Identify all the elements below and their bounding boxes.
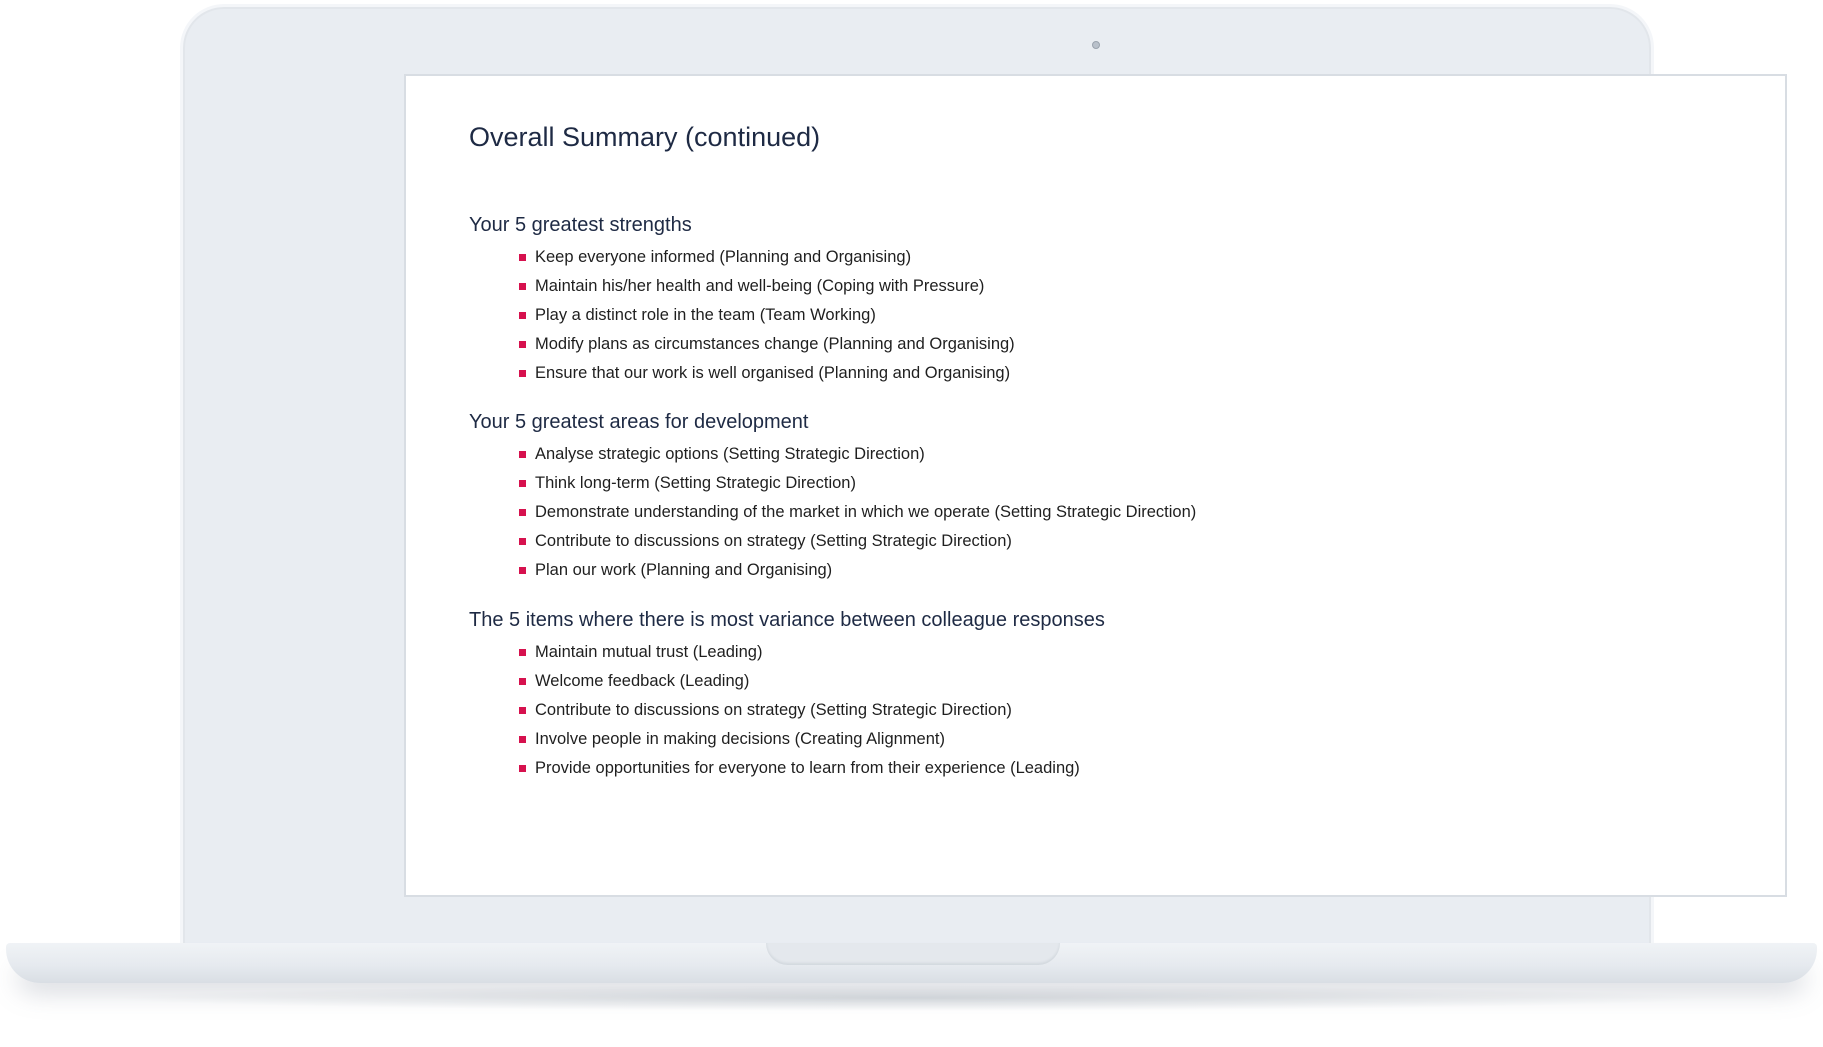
strengths-section	[469, 214, 1015, 388]
list-item	[519, 272, 1015, 301]
list-item-text: Contribute to discussions on strategy (Setting Strategic Direction)	[535, 701, 1012, 719]
webcam-icon	[1092, 41, 1100, 49]
laptop-opening-notch	[766, 943, 1060, 965]
list-item	[519, 243, 1015, 272]
list-item	[519, 754, 1105, 783]
square-bullet-icon	[519, 678, 526, 685]
laptop-shadow	[110, 985, 1710, 1011]
list-item-text: Play a distinct role in the team (Team Working)	[535, 306, 876, 324]
list-item-text: Maintain mutual trust (Leading)	[535, 643, 763, 661]
development-section	[469, 411, 1196, 585]
list-item-text: Involve people in making decisions (Creating Alignment)	[535, 730, 945, 748]
list-item	[519, 527, 1196, 556]
list-item-text: Keep everyone informed (Planning and Organising)	[535, 248, 912, 266]
list-item	[519, 469, 1196, 498]
variance-section	[469, 609, 1105, 783]
list-item	[519, 498, 1196, 527]
laptop-lid	[180, 4, 1654, 945]
square-bullet-icon	[519, 254, 526, 261]
list-item-text: Modify plans as circumstances change (Planning and Organising)	[535, 335, 1015, 353]
section-heading: Your 5 greatest strengths	[469, 214, 692, 236]
square-bullet-icon	[519, 649, 526, 656]
square-bullet-icon	[519, 707, 526, 714]
list-item-text: Provide opportunities for everyone to learn from their experience (Leading)	[535, 759, 1080, 777]
list-item	[519, 696, 1105, 725]
list-item	[519, 330, 1015, 359]
page-title: Overall Summary (continued)	[469, 122, 821, 152]
list-item-text: Demonstrate understanding of the market in which we operate (Setting Strategic Direction)	[535, 503, 1197, 521]
list-item	[519, 359, 1015, 388]
list-item-text: Think long-term (Setting Strategic Direction)	[535, 474, 856, 492]
list-item-text: Contribute to discussions on strategy (Setting Strategic Direction)	[535, 532, 1012, 550]
list-item-text: Welcome feedback (Leading)	[535, 672, 750, 690]
list-item	[519, 440, 1196, 469]
strengths-list	[469, 243, 1015, 388]
square-bullet-icon	[519, 736, 526, 743]
square-bullet-icon	[519, 480, 526, 487]
list-item	[519, 301, 1015, 330]
square-bullet-icon	[519, 567, 526, 574]
list-item-text: Plan our work (Planning and Organising)	[535, 561, 833, 579]
square-bullet-icon	[519, 765, 526, 772]
list-item-text: Ensure that our work is well organised (Planning and Organising)	[535, 364, 1011, 382]
variance-list	[469, 638, 1105, 783]
list-item	[519, 667, 1105, 696]
list-item	[519, 725, 1105, 754]
square-bullet-icon	[519, 283, 526, 290]
square-bullet-icon	[519, 312, 526, 319]
list-item	[519, 556, 1196, 585]
list-item-text: Maintain his/her health and well-being (Coping with Pressure)	[535, 277, 985, 295]
list-item-text: Analyse strategic options (Setting Strategic Direction)	[535, 445, 925, 463]
list-item	[519, 638, 1105, 667]
section-heading: The 5 items where there is most variance between colleague responses	[469, 609, 1105, 631]
square-bullet-icon	[519, 370, 526, 377]
square-bullet-icon	[519, 509, 526, 516]
laptop-screen	[404, 74, 1787, 897]
square-bullet-icon	[519, 538, 526, 545]
square-bullet-icon	[519, 341, 526, 348]
section-heading: Your 5 greatest areas for development	[469, 411, 809, 433]
development-list	[469, 440, 1196, 585]
square-bullet-icon	[519, 451, 526, 458]
